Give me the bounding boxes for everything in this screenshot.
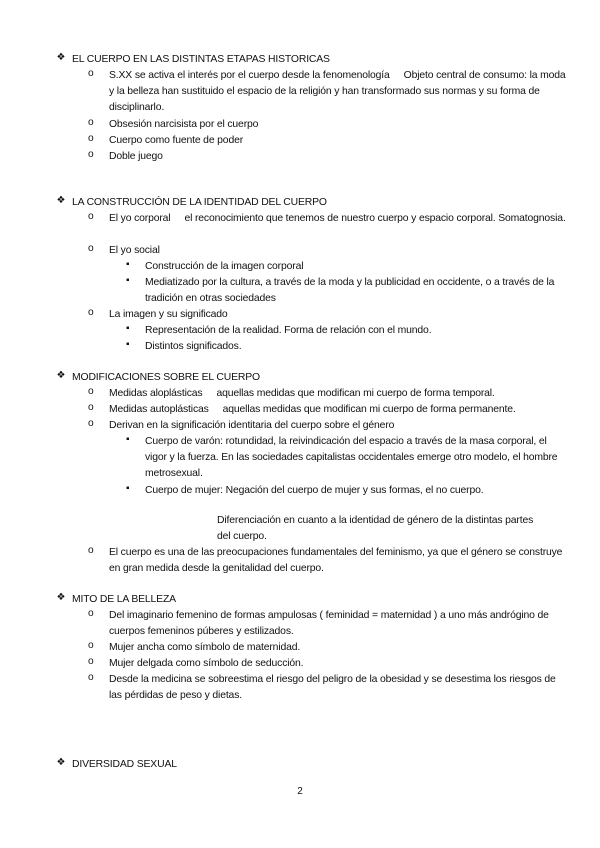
list-item: Desde la medicina se sobreestima el riesgo del peligro de la obesidad y se desestima los riesgos de las pérdidas de peso y dietas.	[109, 674, 556, 702]
square-bullet-icon: ▪	[126, 275, 130, 286]
list-item: El cuerpo es una de las preocupaciones fundamentales del feminismo, ya que el género se construye en gran medida desde la genitalidad del cuerpo.	[109, 547, 563, 575]
list-item: El yo social	[109, 245, 160, 256]
circle-bullet-icon: o	[88, 133, 94, 144]
list-item-text-cont: Objeto central de consumo: la moda y la belleza han sustituido el espacio de la religión y han transformado sus normas y su forma de disciplinarlo.	[109, 70, 566, 114]
list-item	[109, 211, 569, 227]
circle-bullet-icon: o	[88, 68, 94, 79]
list-item-text: El yo corporal	[109, 213, 171, 224]
list-item-text-cont: el reconocimiento que tenemos de nuestro cuerpo y espacio corporal. Somatognosia.	[184, 213, 566, 224]
circle-bullet-icon: o	[88, 656, 94, 667]
sub-list-item: Distintos significados.	[145, 341, 242, 352]
list-item	[109, 68, 569, 117]
sub-list-item: Construcción de la imagen corporal	[145, 261, 304, 272]
list-item-text-cont: aquellas medidas que modifican mi cuerpo de forma permanente.	[222, 404, 516, 415]
circle-bullet-icon: o	[88, 545, 94, 556]
list-item: Mujer ancha como símbolo de maternidad.	[109, 642, 301, 653]
list-item	[109, 386, 569, 402]
square-bullet-icon: ▪	[126, 259, 130, 270]
list-item-text: Medidas autoplásticas	[109, 404, 209, 415]
diamond-bullet-icon: ❖	[56, 52, 66, 63]
circle-bullet-icon: o	[88, 608, 94, 619]
sub-list-item: Mediatizado por la cultura, a través de la moda y la publicidad en occidente, o a través de la tradición en otras sociedades	[145, 277, 555, 305]
circle-bullet-icon: o	[88, 211, 94, 222]
circle-bullet-icon: o	[88, 243, 94, 254]
section-heading: DIVERSIDAD SEXUAL	[72, 759, 177, 770]
list-item-text: Medidas aloplásticas	[109, 388, 203, 399]
list-item: Cuerpo como fuente de poder	[109, 135, 244, 146]
diamond-bullet-icon: ❖	[56, 195, 66, 206]
side-note: Diferenciación en cuanto a la identidad de género de la distintas partes del cuerpo.	[217, 515, 534, 543]
list-item	[109, 402, 569, 418]
square-bullet-icon: ▪	[126, 323, 130, 334]
section-heading: MODIFICACIONES SOBRE EL CUERPO	[72, 372, 260, 383]
sub-list-item: Cuerpo de mujer: Negación del cuerpo de mujer y sus formas, el no cuerpo.	[145, 485, 484, 496]
circle-bullet-icon: o	[88, 386, 94, 397]
circle-bullet-icon: o	[88, 640, 94, 651]
section-heading: MITO DE LA BELLEZA	[72, 594, 176, 605]
circle-bullet-icon: o	[88, 402, 94, 413]
list-item: Del imaginario femenino de formas ampulosas ( feminidad = maternidad ) a uno más andrógino de cuerpos femeninos púberes y estilizados.	[109, 610, 549, 638]
sub-list-item: Cuerpo de varón: rotundidad, la reivindicación del espacio a través de la masa corporal, el vigor y la fuerza. En las sociedades capitalistas occidentales emerge otro modelo, el hombre metrosexual.	[145, 436, 558, 480]
list-item: Doble juego	[109, 151, 163, 162]
circle-bullet-icon: o	[88, 307, 94, 318]
section-heading: LA CONSTRUCCIÓN DE LA IDENTIDAD DEL CUERPO	[72, 197, 327, 208]
square-bullet-icon: ▪	[126, 483, 130, 494]
list-item: La imagen y su significado	[109, 309, 228, 320]
diamond-bullet-icon: ❖	[56, 757, 66, 768]
circle-bullet-icon: o	[88, 418, 94, 429]
section-heading: EL CUERPO EN LAS DISTINTAS ETAPAS HISTORICAS	[72, 54, 330, 65]
square-bullet-icon: ▪	[126, 339, 130, 350]
diamond-bullet-icon: ❖	[56, 370, 66, 381]
list-item: Obsesión narcisista por el cuerpo	[109, 119, 259, 130]
list-item: Derivan en la significación identitaria del cuerpo sobre el género	[109, 420, 395, 431]
list-item-text-cont: aquellas medidas que modifican mi cuerpo de forma temporal.	[216, 388, 495, 399]
circle-bullet-icon: o	[88, 672, 94, 683]
list-item: Mujer delgada como símbolo de seducción.	[109, 658, 304, 669]
sub-list-item: Representación de la realidad. Forma de relación con el mundo.	[145, 325, 432, 336]
list-item-text: S.XX se activa el interés por el cuerpo desde la fenomenología	[109, 70, 390, 81]
circle-bullet-icon: o	[88, 117, 94, 128]
circle-bullet-icon: o	[88, 149, 94, 160]
square-bullet-icon: ▪	[126, 434, 130, 445]
page-number: 2	[297, 786, 303, 797]
diamond-bullet-icon: ❖	[56, 592, 66, 603]
